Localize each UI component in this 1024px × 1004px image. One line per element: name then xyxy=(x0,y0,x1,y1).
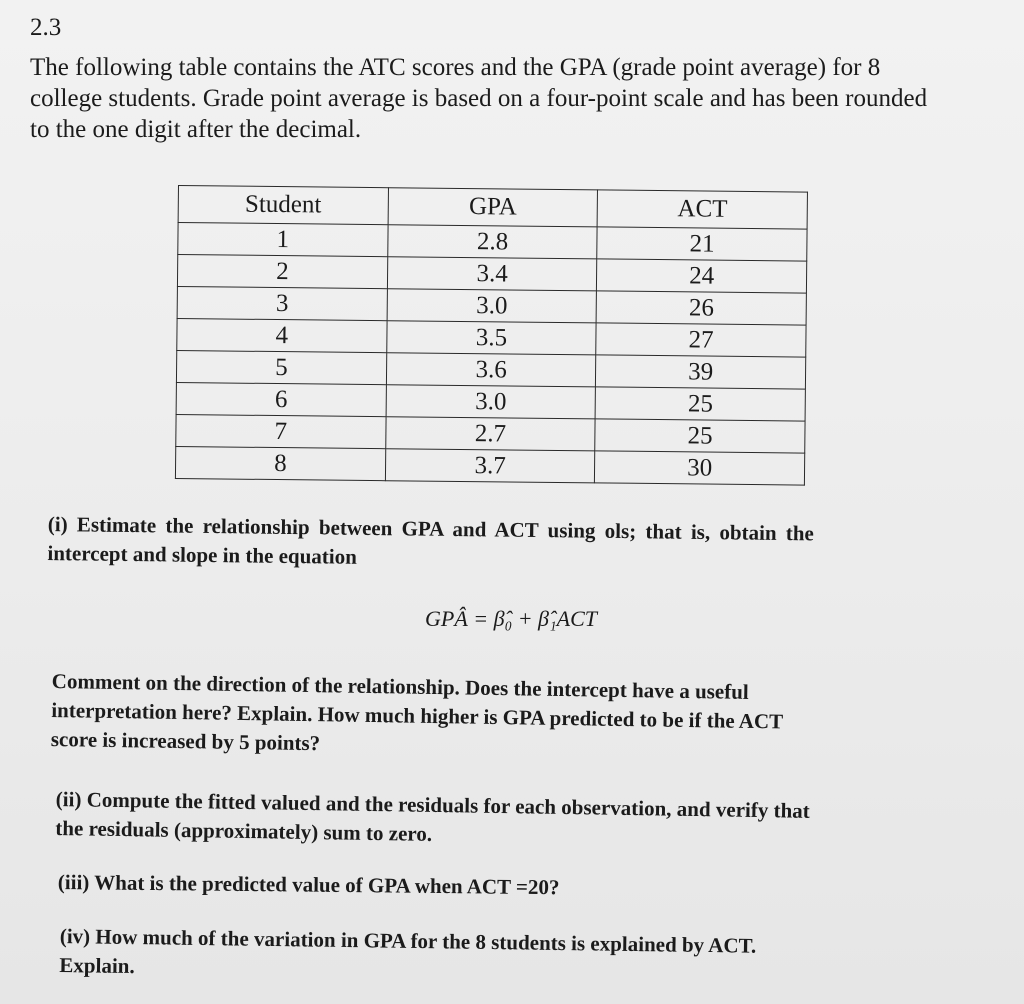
intro-line: college students. Grade point average is based on a four-point scale and has been rounded xyxy=(30,85,928,112)
intro-line: to the one digit after the decimal. xyxy=(30,116,362,143)
cell-act: 21 xyxy=(597,227,807,261)
header-gpa: GPA xyxy=(388,188,598,227)
header-act: ACT xyxy=(597,190,807,229)
question-line: intercept and slope in the equation xyxy=(47,540,358,569)
cell-student: 4 xyxy=(177,318,387,352)
cell-gpa: 2.7 xyxy=(386,417,596,451)
question-line: (ii) Compute the fitted valued and the residuals for each observation, and verify that xyxy=(55,786,810,823)
question-line: (i) Estimate the relationship between GPA and ACT using ols; that is, obtain the xyxy=(47,511,814,546)
cell-act: 30 xyxy=(595,451,805,485)
cell-student: 8 xyxy=(175,446,385,480)
intro-paragraph xyxy=(30,52,1020,145)
cell-act: 25 xyxy=(595,387,805,421)
question-i xyxy=(47,510,998,580)
question-line: interpretation here? Explain. How much higher is GPA predicted to be if the ACT xyxy=(51,697,784,734)
cell-gpa: 3.0 xyxy=(386,385,596,419)
question-iii: (iii) What is the predicted value of GPA when ACT =20? xyxy=(57,869,560,900)
cell-student: 3 xyxy=(177,286,387,320)
cell-act: 25 xyxy=(595,419,805,453)
question-line: Comment on the direction of the relationship. Does the intercept have a useful xyxy=(51,668,749,704)
data-table xyxy=(175,185,808,486)
cell-act: 27 xyxy=(596,323,806,357)
cell-student: 7 xyxy=(176,414,386,448)
cell-gpa: 3.6 xyxy=(386,353,596,387)
cell-student: 2 xyxy=(177,255,387,289)
question-iv xyxy=(59,922,1010,993)
question-line: score is increased by 5 points? xyxy=(50,726,321,756)
header-student: Student xyxy=(178,186,388,225)
cell-student: 1 xyxy=(178,223,388,257)
intro-line: The following table contains the ATC scores and the GPA (grade point average) for 8 xyxy=(30,54,881,81)
cell-act: 26 xyxy=(596,291,806,325)
cell-gpa: 3.4 xyxy=(387,257,597,291)
cell-gpa: 3.5 xyxy=(387,321,597,355)
problem-number: 2.3 xyxy=(30,14,62,41)
question-line: the residuals (approximately) sum to zero. xyxy=(55,815,433,846)
question-ii xyxy=(55,785,1006,858)
question-i-comment xyxy=(51,667,1002,769)
cell-student: 6 xyxy=(176,382,386,416)
table-row xyxy=(175,446,804,485)
cell-gpa: 3.0 xyxy=(387,289,597,323)
regression-equation: GPÂ = β̂₀ + β̂₁ACT xyxy=(425,606,598,631)
cell-student: 5 xyxy=(176,350,386,384)
question-line: Explain. xyxy=(59,952,135,979)
cell-gpa: 2.8 xyxy=(388,225,598,259)
cell-gpa: 3.7 xyxy=(385,449,595,483)
cell-act: 39 xyxy=(596,355,806,389)
question-line: (iv) How much of the variation in GPA for the 8 students is explained by ACT. xyxy=(59,923,757,958)
cell-act: 24 xyxy=(597,259,807,293)
